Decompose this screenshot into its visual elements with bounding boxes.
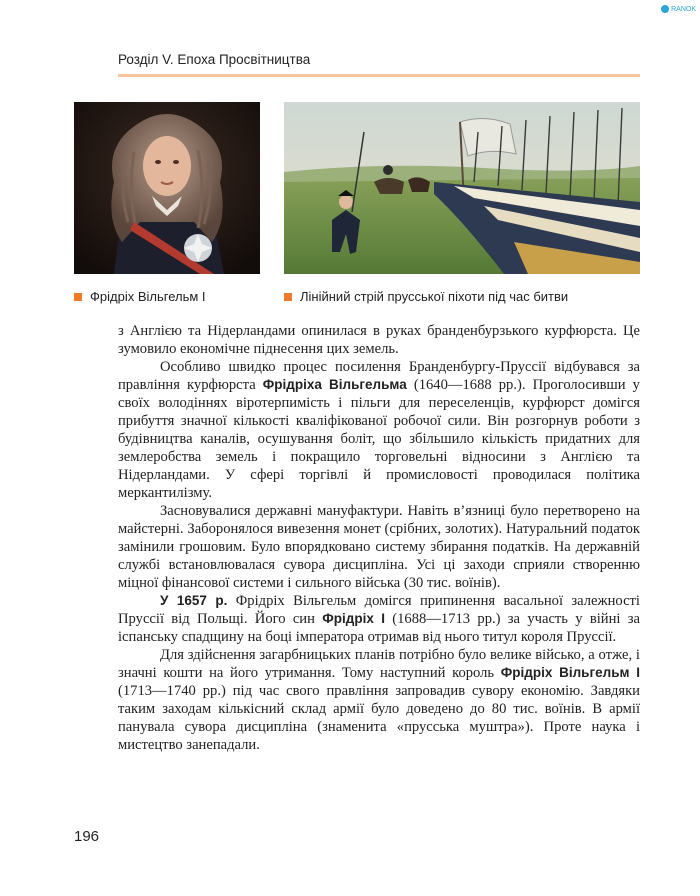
term-bold: Фрідріх Вільгельм I: [500, 665, 640, 680]
term-bold: У 1657 р.: [160, 593, 228, 608]
section-header: Розділ V. Епоха Просвітництва: [118, 52, 311, 67]
portrait-image: [74, 102, 260, 274]
text-run: (1640—1688 рр.). Проголосивши у своїх володіннях віротерпимість і пільги для переселенців, курфюрст домігся прибуття значної кількості кваліфікованої робочої сили. Він розгорнув роботи з будівництва каналів, осушування боліт, що збільшило кількість придатних для землеробства земель і покращило торговельні відносини з Англією та Нідерландами. У сфері торгівлі й промисловості проводилася політика меркантилізму.: [118, 377, 640, 501]
paragraph-4: [118, 592, 640, 646]
caption-bullet-icon: [284, 293, 292, 301]
portrait-caption: [74, 289, 206, 304]
publisher-badge-label: RANOK: [671, 5, 696, 13]
text-run: Фрідріх Вільгельм домігся припинення васальної залежності Пруссії від Польщі. Його син: [118, 593, 640, 627]
text-run: Засновувалися державні мануфактури. Навіть в’язниці було перетворено на майстерні. Заборонялося вивезення монет (срібних, золотих). Натуральний податок замінили грошовим. Було впорядковано систему збирання податків. На державній службі встановлювалася сувора дисципліна. Усі ці заходи сприяли створенню міцної фінансової системи і сильного війська (30 тис. воїнів).: [118, 503, 640, 591]
body-text: [118, 322, 640, 754]
portrait-illustration: [74, 102, 260, 274]
paragraph-5: [118, 646, 640, 754]
header-rule: [118, 74, 640, 77]
text-run: (1688—1713 рр.) за участь у війні за іспанську спадщину на боці імператора отримав від нього титул короля Пруссії.: [118, 611, 640, 645]
battle-illustration: [284, 102, 640, 274]
battle-caption-text: Лінійний стрій прусської піхоти під час битви: [300, 289, 569, 304]
paragraph-1: [118, 322, 640, 358]
paragraph-3: [118, 502, 640, 592]
text-run: Особливо швидко процес посилення Бранденбургу-Пруссії відбувався за правління курфюрста: [118, 359, 640, 393]
term-bold: Фрідріха Вільгельма: [262, 377, 407, 392]
portrait-caption-text: Фрідріх Вільгельм I: [90, 289, 206, 304]
term-bold: Фрідріх I: [322, 611, 385, 626]
battle-caption: [284, 289, 568, 304]
text-run: (1713—1740 рр.) під час свого правління запровадив сувору економію. Завдяки таким заходам кількісний склад армії було доведено до 80 тис. воїнів. В армії панувала сувора дисципліна (знаменита «прусська муштра»). Проте наука і мистецтво занепадали.: [118, 683, 640, 753]
caption-bullet-icon: [74, 293, 82, 301]
battle-image: [284, 102, 640, 274]
publisher-logo-icon: [661, 5, 669, 13]
publisher-badge: [661, 4, 696, 14]
text-run: з Англією та Нідерландами опинилася в руках бранденбурзького курфюрста. Це зумовило економічне піднесення цих земель.: [118, 323, 640, 357]
text-run: Для здійснення загарбницьких планів потрібно було велике військо, а отже, і значні кошти на його утримання. Тому наступний король: [118, 647, 640, 681]
page-number: 196: [74, 828, 100, 845]
paragraph-2: [118, 358, 640, 502]
